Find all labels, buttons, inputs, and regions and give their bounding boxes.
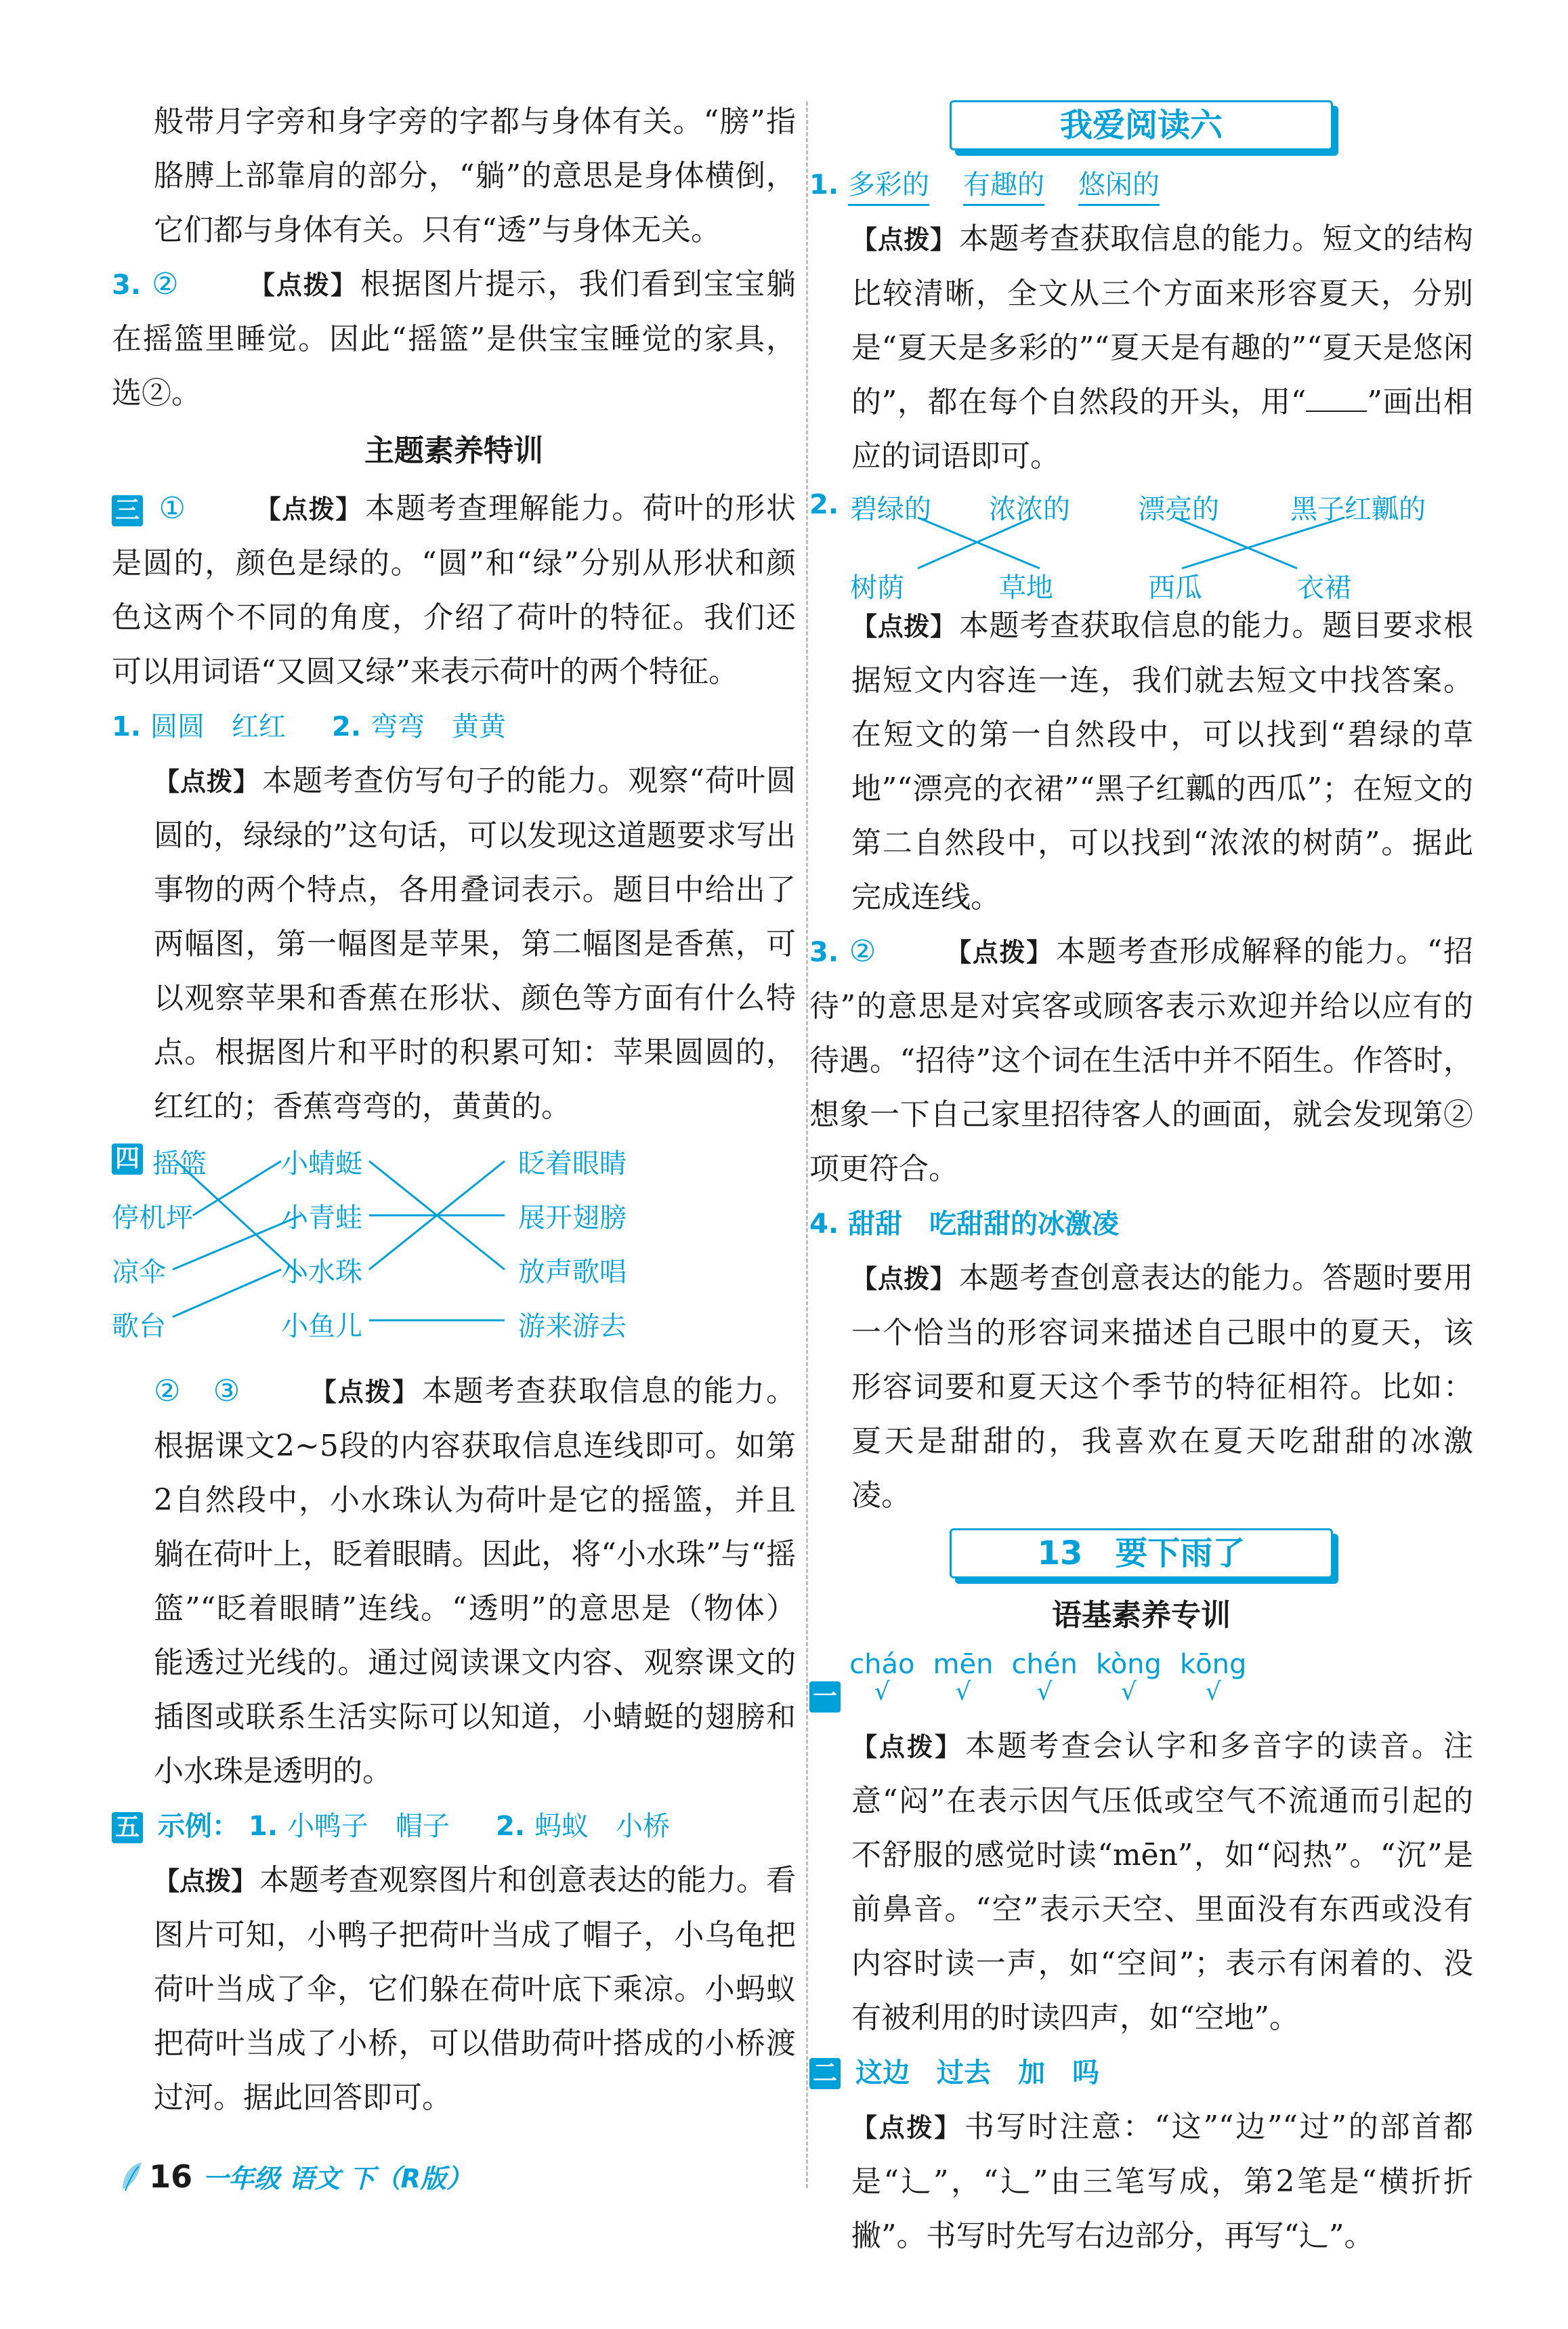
page-footer [119,2158,472,2205]
pinyin-item [1180,1649,1246,1704]
section-title: 语基素养专训 [1052,1598,1231,1633]
question-number: 3. [112,270,142,301]
tip-label: 【点拨】 [249,270,358,300]
section-number-icon: 三 [112,495,143,526]
pinyin-item [1096,1649,1162,1704]
r-q4-answer [809,1196,1473,1251]
r-q1-explanation [809,212,1473,484]
answer: 蚂蚁 小桥 [534,1811,671,1842]
question-number: 2. [809,489,839,520]
example-label: 示例： [158,1811,239,1842]
s2-answers [809,2045,1473,2100]
matching-lines [112,1134,796,1364]
tip-text: 本题考查获取信息的能力。短文的结构比较清晰，全文从三个方面来形容夏天，分别是“夏天是多彩的”“夏天是有趣的”“夏天是悠闲的”，都在每个自然段的开头，用“ [851,222,1473,419]
pinyin-text: cháo [849,1649,915,1680]
word-right: 放声歌唱 [518,1257,627,1288]
r-q2-explanation [809,599,1473,925]
part3-block [112,482,796,699]
r-q4-explanation [809,1251,1473,1523]
question-number: 2. [332,711,362,742]
tip-text: 本题考查获取信息的能力。根据课文2~5段的内容获取信息连线即可。如第2自然段中，小水珠认为荷叶是它的摇篮，并且躺在荷叶上，眨着眼睛。因此，将“小水珠”与“摇篮”“眨着眼睛”连线。“透明”的意思是（物体）能透过光线的。通过阅读课文内容、观察课文的插图或联系生活实际可以知道，小蜻蜓的翅膀和小水珠是透明的。 [154,1374,796,1788]
pinyin-item [1012,1649,1078,1704]
left-column [112,95,796,2125]
answer: 弯弯 黄黄 [370,711,507,742]
answer: ② ③ [154,1374,242,1408]
tip-label: 【点拨】 [255,495,362,524]
pinyin-text: kōng [1180,1649,1247,1680]
question-number: 1. [112,711,142,742]
underlined-answer: 多彩的 [848,166,929,206]
word-top: 浓浓的 [989,494,1070,525]
word-right: 游来游去 [518,1311,627,1342]
s2-explanation [809,2100,1473,2263]
leaf-icon [119,2160,146,2194]
link-line [173,1270,281,1317]
word-middle: 小蜻蜓 [281,1148,362,1179]
tip-label: 【点拨】 [154,767,260,797]
check-mark: √ [1205,1678,1221,1706]
answer: ② [152,267,180,301]
part4-explanation [112,1364,796,1799]
r-q3-block [809,925,1473,1196]
word-middle: 小鱼儿 [281,1311,362,1342]
continued-paragraph: 般带月字旁和身字旁的字都与身体有关。“膀”指胳膊上部靠肩的部分，“躺”的意思是身体横倒，它们都与身体有关。只有“透”与身体无关。 [154,104,796,247]
section-number-icon: 二 [809,2058,841,2089]
tip-text: 本题考查理解能力。荷叶的形状是圆的，颜色是绿的。“圆”和“绿”分别从形状和颜色这两个不同的角度，介绍了荷叶的特征。我们还可以用词语“又圆又绿”来表示荷叶的两个特征。 [112,491,796,689]
underlined-answer: 悠闲的 [1078,166,1160,206]
pinyin-item [933,1649,994,1704]
tip-label: 【点拨】 [851,2112,962,2143]
check-mark: √ [874,1678,890,1706]
answer: 小鸭子 帽子 [287,1811,450,1842]
reading-banner: 我爱阅读六 [950,100,1333,150]
word-middle: 小水珠 [281,1257,362,1288]
matching-exercise-4 [112,1134,796,1364]
word-left: 停机坪 [112,1202,193,1234]
question-number: 1. [249,1811,278,1842]
tip-text: 本题考查观察图片和创意表达的能力。看图片可知，小鸭子把荷叶当成了帽子，小乌龟把荷叶当成了伞，它们躲在荷叶底下乘凉。小蚂蚁把荷叶当成了小桥，可以借助荷叶搭成的小桥渡过河。据此回答即可。 [154,1863,797,2115]
word-top: 黑子红瓤的 [1290,494,1426,525]
q1-q2-answers [112,699,796,754]
tip-text: 本题考查会认字和多音字的读音。注意“闷”在表示因气压低或空气不流通而引起的不舒服的感觉时读“mēn”，如“闷热”。“沉”是前鼻音。“空”表示天空、里面没有东西或没有内容时读一声，如“空间”；表示有闲着的、没有被利用的时读四声，如“空地”。 [851,1728,1473,2035]
part5-explanation [112,1853,796,2125]
section-number-icon: 四 [112,1143,143,1175]
column-divider [806,102,808,2188]
word-left: 凉伞 [112,1257,166,1288]
q12-explanation [112,754,796,1134]
tip-text: 本题考查形成解释的能力。“招待”的意思是对宾客或顾客表示欢迎并给以应有的待遇。“招待”这个词在生活中并不陌生。作答时，想象一下自己家里招待客人的画面，就会发现第②项更符合。 [809,934,1473,1186]
word-bottom: 西瓜 [1148,572,1202,604]
word-right: 眨着眼睛 [518,1148,627,1179]
tip-label: 【点拨】 [851,1264,956,1294]
answer: ① [158,491,187,526]
word-top: 漂亮的 [1138,494,1219,525]
pinyin-answers [809,1649,1473,1713]
answer: 甜甜 吃甜甜的冰激凌 [848,1209,1120,1240]
book-label: 一年级 语文 下（R版） [203,2164,472,2194]
matching-exercise-r2 [809,484,1473,604]
word-top: 碧绿的 [850,494,931,525]
r-q1-answers [809,157,1473,212]
word-left: 摇篮 [152,1148,207,1179]
word-bottom: 衣裙 [1297,572,1351,604]
tip-text: 本题考查仿写句子的能力。观察“荷叶圆圆的，绿绿的”这句话，可以发现这道题要求写出事物的两个特点，各用叠词表示。题目中给出了两幅图，第一幅图是苹果，第二幅图是香蕉，可以观察苹果和香蕉在形状、颜色等方面有什么特点。根据图片和平时的积累可知：苹果圆圆的，红红的；香蕉弯弯的，黄黄的。 [154,763,796,1124]
check-mark: √ [1120,1678,1137,1706]
word-bottom: 树荫 [850,572,904,604]
tip-text: ”画出相应的词语即可。 [851,385,1473,474]
section-number-icon: 一 [809,1681,841,1713]
question-number: 2. [496,1811,526,1842]
tip-text: 根据图片提示，我们看到宝宝躺在摇篮里睡觉。因此“摇篮”是供宝宝睡觉的家具，选②。 [112,267,796,411]
check-mark: √ [1036,1678,1053,1706]
tip-label: 【点拨】 [851,612,956,642]
pinyin-text: mēn [933,1649,994,1680]
word-bottom: 草地 [999,572,1053,604]
answer: 圆圆 红红 [150,711,287,742]
answer: ② [849,934,877,969]
word-right: 展开翅膀 [518,1202,627,1234]
underline-blank [1306,383,1367,412]
lesson-banner: 13 要下雨了 [950,1528,1333,1578]
word-left: 歌台 [112,1311,166,1342]
tip-label: 【点拨】 [154,1866,257,1896]
tip-label: 【点拨】 [851,225,956,255]
question-number: 1. [809,169,839,201]
section-number-icon: 五 [112,1812,143,1843]
pinyin-item [849,1649,914,1704]
tip-text: 本题考查创意表达的能力。答题时要用一个恰当的形容词来描述自己眼中的夏天，该形容词要和夏天这个季节的特征相符。比如：夏天是甜甜的，我喜欢在夏天吃甜甜的冰激凌。 [851,1261,1473,1513]
tip-label: 【点拨】 [946,938,1053,967]
tip-text: 本题考查获取信息的能力。题目要求根据短文内容连一连，我们就去短文中找答案。在短文的第一自然段中，可以找到“碧绿的草地”“漂亮的衣裙”“黑子红瓤的西瓜”；在短文的第二自然段中，可以找到“浓浓的树荫”。据此完成连线。 [851,608,1473,915]
underlined-answer: 有趣的 [963,166,1044,206]
word-middle: 小青蛙 [281,1202,362,1234]
right-column [809,95,1473,2263]
q3-answer-block [112,257,796,421]
page-number: 16 [149,2158,193,2195]
tip-label: 【点拨】 [851,1732,963,1762]
question-number: 4. [809,1209,839,1240]
check-mark: √ [955,1678,971,1706]
pinyin-text: kòng [1095,1649,1162,1680]
tip-text: 书写时注意：“这”“边”“过”的部首都是“辶”，“辶”由三笔写成，第2笔是“横折折撇”。书写时先写右边部分，再写“辶”。 [851,2109,1473,2253]
pinyin-text: chén [1011,1649,1078,1680]
tip-label: 【点拨】 [310,1377,420,1407]
part5-answers [112,1799,796,1853]
s1-explanation [809,1719,1473,2045]
answer: 这边 过去 加 吗 [855,2057,1099,2089]
question-number: 3. [809,937,839,968]
section-title: 主题素养特训 [364,434,543,468]
